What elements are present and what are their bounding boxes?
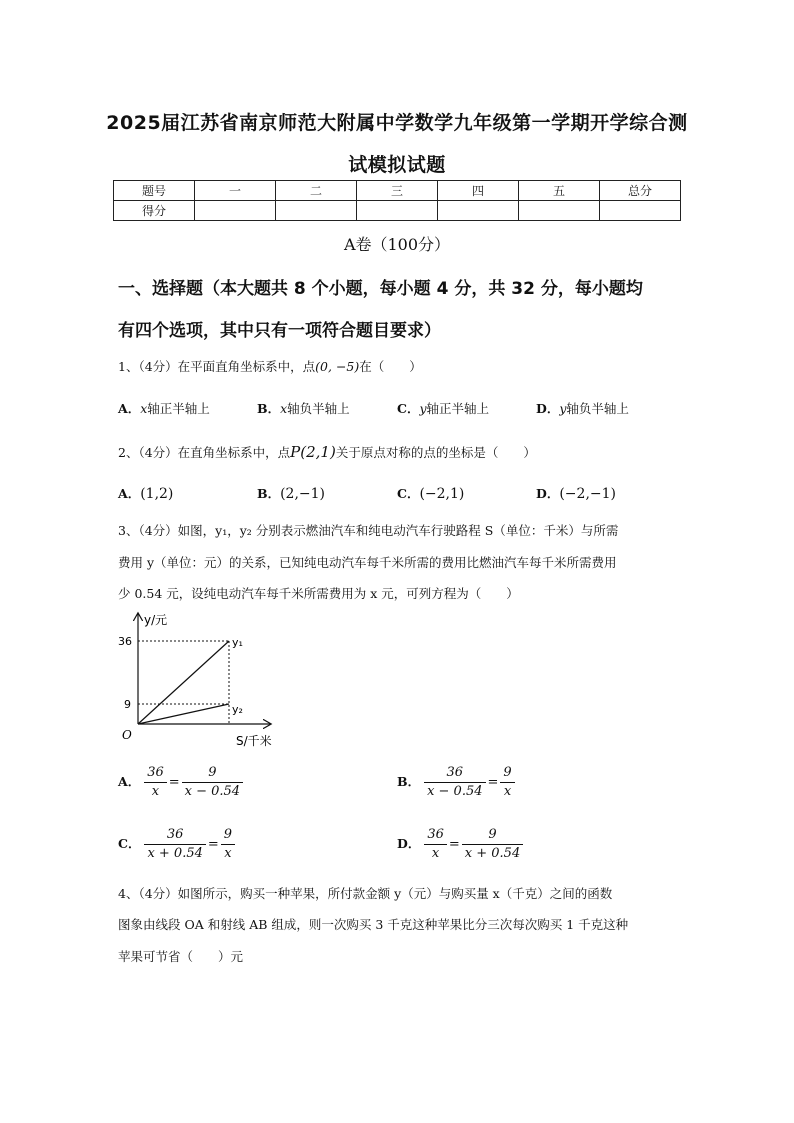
fraction [144,826,205,863]
q3-option-b [397,764,515,801]
score-table [113,180,681,221]
numerator: 9 [182,764,243,783]
q2-option-a [118,484,173,502]
y-axis-label: y/元 [144,613,168,627]
denominator: x [151,784,160,799]
table-cell-blank [276,201,357,221]
table-cell-blank [519,201,600,221]
option-variable: y [559,401,567,416]
question-4-stem-line1: 4、（4分）如图所示，购买一种苹果，所付款金额 y（元）与购买量 x（千克）之间的函数 [118,886,613,901]
table-cell: 四 [438,181,519,201]
table-cell: 题号 [114,181,195,201]
table-cell-blank [195,201,276,221]
point-expression: P(2,1) [290,443,336,461]
q1-option-b [257,399,350,417]
q2-option-c [397,484,464,502]
fraction [424,764,485,801]
q3-option-c [118,826,235,863]
origin-label: O [122,728,132,742]
line-y1 [138,641,229,724]
denominator: x [224,846,232,861]
fraction [424,826,447,863]
denominator: x + 0.54 [464,846,521,861]
score-table-score-row [114,201,681,221]
table-cell: 得分 [114,201,195,221]
option-variable: x [140,401,148,416]
option-letter: C． [118,836,141,851]
question-text: 1、（4分）在平面直角坐标系中，点 [118,359,316,374]
question-3-stem-line3: 少 0.54 元，设纯电动汽车每千米所需费用为 x 元，可列方程为（ ） [118,586,519,601]
question-text: 2、（4分）在直角坐标系中，点 [118,445,291,460]
option-letter: A． [118,774,141,789]
equals-sign: = [168,775,180,790]
fraction [221,826,235,863]
option-variable: x [280,401,288,416]
q1-option-d [536,399,629,417]
numerator: 9 [462,826,523,845]
denominator: x [431,846,440,861]
table-cell: 五 [519,181,600,201]
table-cell: 二 [276,181,357,201]
equals-sign: = [207,837,219,852]
table-cell: 总分 [600,181,681,201]
fraction [144,764,167,801]
section-heading-line2: 有四个选项，其中只有一项符合题目要求） [118,321,441,341]
question-text: 关于原点对称的点的坐标是（ ） [335,445,536,460]
question-4-stem-line2: 图象由线段 OA 和射线 AB 组成，则一次购买 3 千克这种苹果比分三次每次购买 1 千克这种 [118,917,629,932]
option-text: (−2,1) [419,486,465,502]
line-y2 [138,704,229,724]
point-expression: (0, −5) [315,359,360,374]
equals-sign: = [487,775,499,790]
q1-option-a [118,399,210,417]
table-cell: 三 [357,181,438,201]
q2-option-d [536,484,616,502]
denominator: x − 0.54 [427,784,483,799]
fraction [500,764,514,801]
numerator: 9 [500,764,514,783]
q3-option-a [118,764,243,801]
question-4-stem-line3: 苹果可节省（ ）元 [118,949,244,964]
option-letter: B． [397,774,421,789]
option-text: 轴正半轴上 [147,401,210,416]
option-letter: C． [397,401,420,416]
exam-title-line2: 试模拟试题 [348,154,446,176]
option-text: (1,2) [140,486,174,502]
tick-label-9: 9 [124,698,131,711]
option-text: (−2,−1) [559,486,616,502]
option-text: 轴负半轴上 [287,401,350,416]
question-1-stem [118,357,422,375]
numerator: 36 [424,764,485,783]
table-cell: 一 [195,181,276,201]
option-text: (2,−1) [280,486,325,502]
paper-part-heading: A卷（100分） [343,235,451,254]
denominator: x + 0.54 [147,846,203,861]
denominator: x − 0.54 [184,784,241,799]
fraction [462,826,523,863]
option-variable: y [419,401,427,416]
option-letter: C． [397,486,420,501]
table-cell-blank [357,201,438,221]
q2-option-b [257,484,325,502]
question-3-stem-line1: 3、（4分）如图，y₁，y₂ 分别表示燃油汽车和纯电动汽车行驶路程 S（单位：千米）与所需 [118,523,619,538]
question-text: 在（ ） [359,359,422,374]
q3-option-d [397,826,523,863]
table-cell-blank [600,201,681,221]
numerator: 36 [424,826,447,845]
option-letter: B． [257,486,281,501]
question-2-stem [118,443,536,461]
exam-title-line1: 2025届江苏省南京师范大附属中学数学九年级第一学期开学综合测 [106,112,688,134]
tick-label-36: 36 [118,635,132,648]
option-text: 轴正半轴上 [426,401,490,416]
option-letter: D． [536,401,560,416]
option-text: 轴负半轴上 [566,401,629,416]
equals-sign: = [448,837,460,852]
option-letter: A． [118,401,141,416]
score-table-header-row [114,181,681,201]
numerator: 36 [144,764,167,783]
q1-option-c [397,399,489,417]
option-letter: D． [536,486,560,501]
option-letter: A． [118,486,141,501]
x-axis-label: S/千米 [236,734,272,748]
denominator: x [503,784,512,799]
series-label-y2: y₂ [232,703,243,716]
q3-cost-distance-graph [110,606,290,750]
numerator: 9 [221,826,235,845]
fraction [182,764,243,801]
option-letter: D． [397,836,421,851]
numerator: 36 [144,826,205,845]
section-heading-line1: 一、选择题（本大题共 8 个小题，每小题 4 分，共 32 分，每小题均 [118,279,643,299]
option-letter: B． [257,401,281,416]
question-3-stem-line2: 费用 y（单位：元）的关系，已知纯电动汽车每千米所需的费用比燃油汽车每千米所需费用 [118,555,617,570]
series-label-y1: y₁ [232,636,243,649]
table-cell-blank [438,201,519,221]
